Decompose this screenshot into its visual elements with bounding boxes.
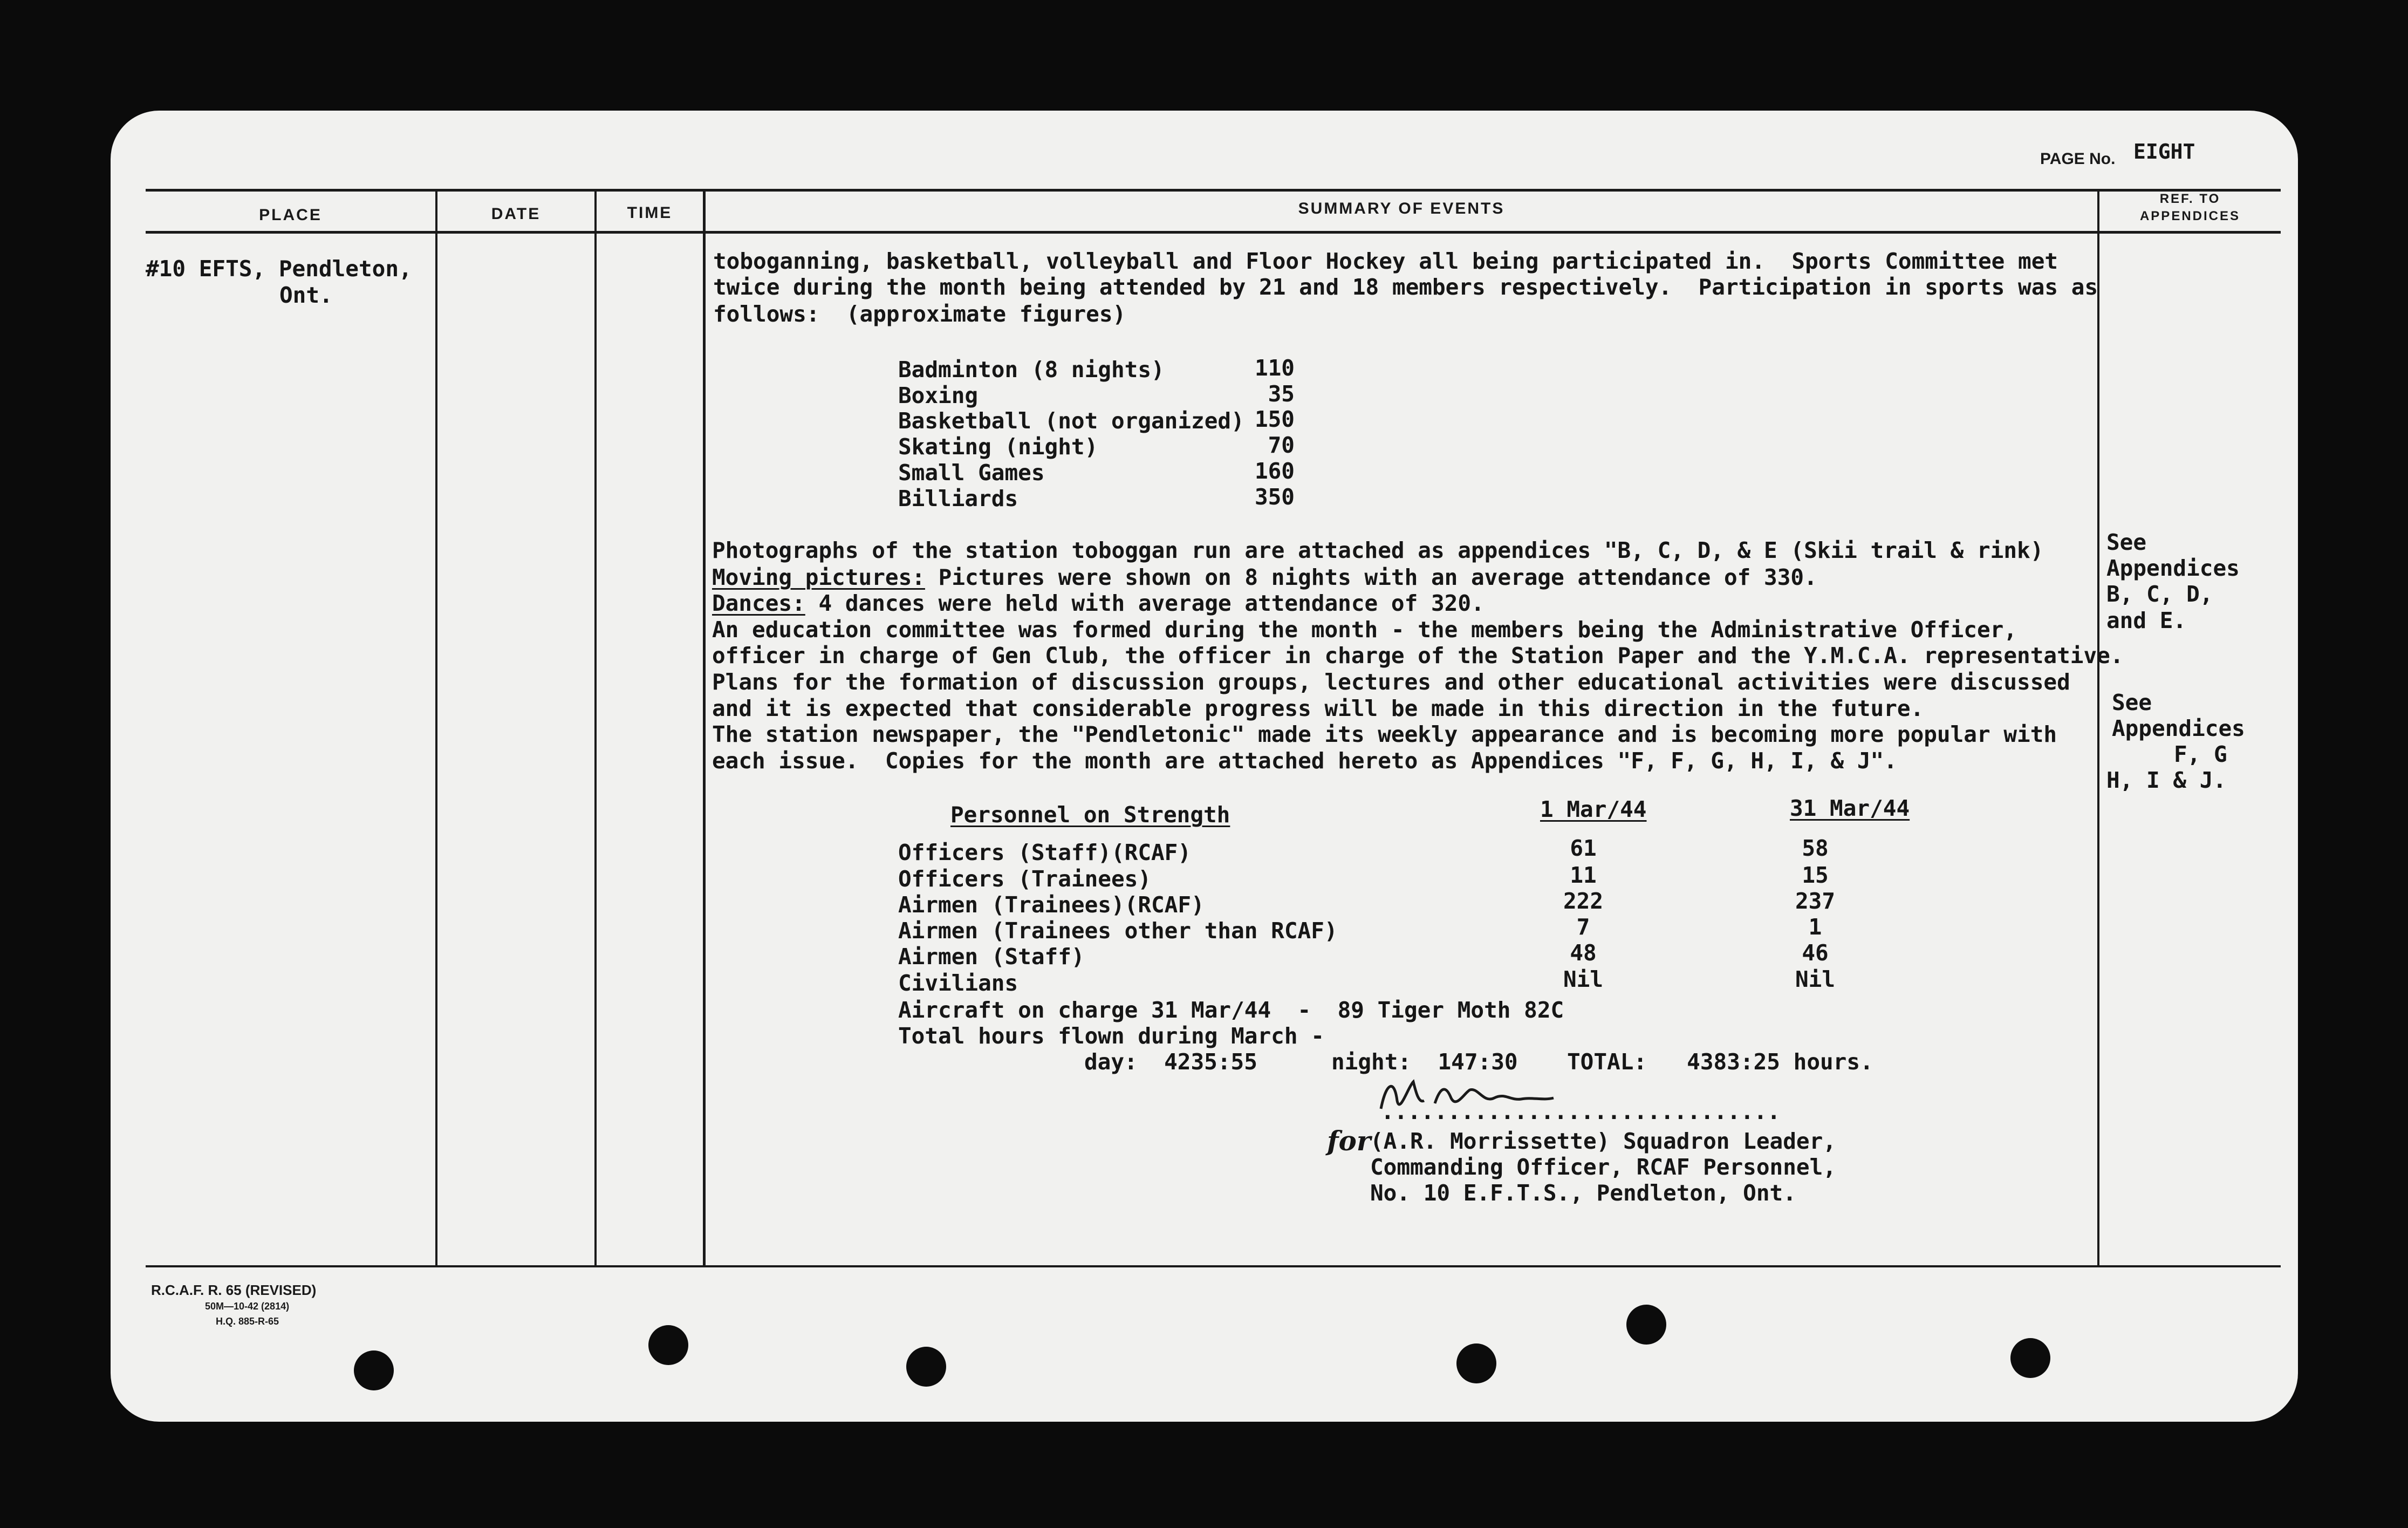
intro-line: twice during the month being attended by 21 and 18 members respectively. Participation in sports was as: [713, 274, 2098, 300]
ref-text: Appendices: [2106, 555, 2240, 581]
strength-value-march31: 58: [1802, 835, 1829, 861]
intro-line: toboganning, basketball, volleyball and Floor Hockey all being participated in. Sports Committee met: [713, 248, 2058, 274]
binder-hole: [1626, 1305, 1666, 1345]
signature-dots: ..............................: [1381, 1099, 1781, 1124]
binder-hole: [906, 1347, 946, 1387]
sport-value: 350: [1254, 484, 1295, 510]
sport-name: Small Games: [898, 460, 1045, 486]
signature-for: for: [1327, 1125, 1371, 1157]
strength-value-march31: 237: [1795, 888, 1836, 914]
place-line1: #10 EFTS, Pendleton,: [146, 256, 412, 282]
strength-label: Civilians: [898, 970, 1018, 996]
column-divider-1: [435, 189, 437, 1266]
ref-text: F, G: [2174, 741, 2227, 767]
strength-value-march1: 7: [1576, 914, 1590, 940]
header-summary: SUMMARY OF EVENTS: [1298, 200, 1505, 217]
moving-pictures-text: Pictures were shown on 8 nights with an average attendance of 330.: [925, 564, 1817, 590]
hours-night: night: 147:30: [1331, 1049, 1518, 1075]
strength-col1-header: 1 Mar/44: [1540, 796, 1647, 822]
strength-title: Personnel on Strength: [950, 802, 1230, 828]
ref-text: and E.: [2106, 608, 2187, 633]
paragraph-line: The station newspaper, the "Pendletonic" made its weekly appearance and is becoming more popular with: [712, 721, 2057, 747]
header-ref-line2: APPENDICES: [2139, 209, 2241, 223]
dances-label: Dances:: [712, 590, 805, 616]
signature-line1: (A.R. Morrissette) Squadron Leader,: [1370, 1128, 1836, 1154]
ref-text: See: [2112, 690, 2152, 715]
strength-label: Airmen (Trainees other than RCAF): [898, 918, 1338, 944]
strength-value-march31: 15: [1802, 862, 1829, 888]
column-divider-4: [2097, 189, 2099, 1266]
form-number: R.C.A.F. R. 65 (REVISED): [151, 1282, 317, 1298]
binder-hole: [648, 1325, 688, 1365]
sport-name: Basketball (not organized): [898, 408, 1244, 434]
place-line2: Ont.: [279, 282, 333, 308]
sport-value: 35: [1268, 381, 1295, 407]
dances-text: 4 dances were held with average attendance of 320.: [805, 590, 1485, 616]
header-time: TIME: [627, 204, 673, 222]
photos-line: Photographs of the station toboggan run are attached as appendices "B, C, D, & E (Skii trail & rink): [712, 537, 2044, 563]
ref-text: H, I & J.: [2106, 767, 2227, 793]
page-number: EIGHT: [2133, 140, 2195, 163]
strength-col2-header: 31 Mar/44: [1790, 795, 1910, 821]
paragraph-line: An education committee was formed during the month - the members being the Administrative Officer,: [712, 617, 2017, 643]
strength-label: Officers (Staff)(RCAF): [898, 840, 1192, 865]
strength-value-march1: 61: [1570, 835, 1597, 861]
header-bottom-rule: [146, 231, 2281, 234]
paragraph-line: officer in charge of Gen Club, the officer in charge of the Station Paper and the Y.M.C.A. representative.: [712, 643, 2124, 668]
paragraph-line: each issue. Copies for the month are attached hereto as Appendices "F, F, G, H, I, & J".: [712, 748, 1897, 774]
ref-text: Appendices: [2112, 715, 2245, 741]
signature-line3: No. 10 E.F.T.S., Pendleton, Ont.: [1370, 1180, 1796, 1206]
sport-name: Skating (night): [898, 434, 1098, 460]
hours-label: Total hours flown during March -: [898, 1023, 1324, 1049]
strength-value-march1: 11: [1570, 862, 1597, 888]
strength-value-march31: Nil: [1795, 966, 1836, 992]
paragraph-line: Plans for the formation of discussion groups, lectures and other educational activities were discussed: [712, 669, 2070, 695]
binder-hole: [354, 1350, 394, 1390]
sport-name: Badminton (8 nights): [898, 357, 1165, 383]
binder-hole: [2010, 1338, 2050, 1378]
sport-value: 70: [1268, 432, 1295, 458]
ref-text: B, C, D,: [2106, 581, 2213, 607]
strength-value-march1: 48: [1570, 940, 1597, 966]
strength-value-march31: 1: [1808, 914, 1822, 940]
form-print-code: 50M—10-42 (2814): [205, 1301, 290, 1312]
sport-value: 160: [1254, 458, 1295, 484]
binder-hole: [1456, 1343, 1496, 1383]
header-top-rule: [146, 189, 2281, 192]
sport-name: Billiards: [898, 486, 1018, 511]
sport-value: 110: [1254, 355, 1295, 381]
form-hq-code: H.Q. 885-R-65: [216, 1316, 279, 1327]
moving-pictures-label: Moving pictures:: [712, 564, 925, 590]
strength-value-march1: Nil: [1563, 966, 1604, 992]
moving-pictures-line: [712, 564, 1817, 590]
ref-text: See: [2106, 529, 2147, 555]
column-divider-3: [703, 189, 706, 1266]
strength-label: Airmen (Trainees)(RCAF): [898, 892, 1205, 918]
header-date: DATE: [491, 205, 541, 223]
column-divider-2: [594, 189, 597, 1266]
hours-total: TOTAL: 4383:25 hours.: [1567, 1049, 1873, 1075]
paragraph-line: and it is expected that considerable progress will be made in this direction in the future.: [712, 695, 1924, 721]
strength-label: Airmen (Staff): [898, 944, 1085, 970]
table-bottom-rule: [146, 1265, 2281, 1267]
sport-name: Boxing: [898, 383, 979, 408]
hours-day: day: 4235:55: [1084, 1049, 1257, 1075]
page-number-label: PAGE No.: [2040, 150, 2116, 168]
strength-value-march1: 222: [1563, 888, 1604, 914]
strength-value-march31: 46: [1802, 940, 1829, 966]
strength-label: Officers (Trainees): [898, 866, 1151, 892]
header-ref-line1: REF. TO: [2159, 192, 2221, 206]
sport-value: 150: [1254, 406, 1295, 432]
intro-line: follows: (approximate figures): [713, 301, 1126, 327]
aircraft-line: Aircraft on charge 31 Mar/44 - 89 Tiger Moth 82C: [898, 997, 1564, 1023]
dances-line: [712, 592, 1485, 615]
signature-line2: Commanding Officer, RCAF Personnel,: [1370, 1154, 1836, 1180]
header-place: PLACE: [259, 206, 322, 224]
